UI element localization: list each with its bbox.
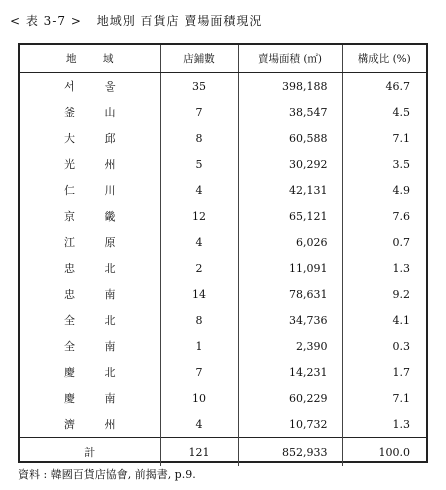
area-cell: 14,231 — [238, 359, 342, 385]
total-row — [20, 438, 426, 467]
table-row — [20, 281, 426, 307]
region-char-b: 南 — [104, 392, 116, 405]
region-char-b: 原 — [104, 236, 116, 249]
area-cell: 30,292 — [238, 151, 342, 177]
region-char-a: 濟 — [64, 418, 75, 431]
data-table — [18, 43, 428, 463]
region-char-a: 江 — [64, 236, 75, 249]
region-char-b: 北 — [104, 366, 116, 379]
table-body — [20, 73, 426, 438]
table-row — [20, 255, 426, 281]
region-char-b: 邱 — [104, 132, 116, 145]
share-cell: 7.1 — [342, 125, 426, 151]
area-cell: 398,188 — [238, 73, 342, 100]
table-row — [20, 203, 426, 229]
region-char-b: 南 — [104, 340, 116, 353]
table-row — [20, 73, 426, 100]
table-row — [20, 151, 426, 177]
region-char-b: 州 — [104, 158, 116, 171]
region-cell — [20, 151, 160, 177]
stores-cell: 14 — [160, 281, 238, 307]
region-cell — [20, 281, 160, 307]
share-cell: 0.7 — [342, 229, 426, 255]
region-cell — [20, 229, 160, 255]
header-region — [20, 45, 160, 73]
area-cell: 11,091 — [238, 255, 342, 281]
table-caption — [10, 12, 272, 29]
share-cell: 0.3 — [342, 333, 426, 359]
table-row — [20, 229, 426, 255]
share-cell: 7.1 — [342, 385, 426, 411]
stores-cell: 12 — [160, 203, 238, 229]
region-cell — [20, 385, 160, 411]
region-char-a: 釜 — [64, 106, 75, 119]
region-cell — [20, 203, 160, 229]
region-char-b: 山 — [104, 106, 116, 119]
total-stores: 121 — [160, 438, 238, 467]
area-cell: 6,026 — [238, 229, 342, 255]
table-row — [20, 307, 426, 333]
share-cell: 4.9 — [342, 177, 426, 203]
region-cell — [20, 307, 160, 333]
share-cell: 3.5 — [342, 151, 426, 177]
table-row — [20, 99, 426, 125]
region-char-a: 大 — [64, 132, 75, 145]
stores-cell: 1 — [160, 333, 238, 359]
share-cell: 1.7 — [342, 359, 426, 385]
stores-cell: 35 — [160, 73, 238, 100]
area-cell: 2,390 — [238, 333, 342, 359]
share-cell: 46.7 — [342, 73, 426, 100]
region-char-b: 울 — [104, 80, 116, 93]
total-area: 852,933 — [238, 438, 342, 467]
total-label: 計 — [20, 438, 160, 467]
region-cell — [20, 73, 160, 100]
region-char-b: 川 — [104, 184, 116, 197]
area-cell: 42,131 — [238, 177, 342, 203]
region-cell — [20, 411, 160, 438]
region-char-a: 全 — [64, 314, 75, 327]
share-cell: 1.3 — [342, 255, 426, 281]
area-cell: 65,121 — [238, 203, 342, 229]
region-cell — [20, 333, 160, 359]
table-row — [20, 125, 426, 151]
header-area: 賣場面積 (㎡) — [238, 45, 342, 73]
area-cell: 34,736 — [238, 307, 342, 333]
region-cell — [20, 99, 160, 125]
stores-cell: 2 — [160, 255, 238, 281]
table-header-row — [20, 45, 426, 73]
region-char-a: 忠 — [64, 262, 75, 275]
stores-cell: 4 — [160, 411, 238, 438]
table-row — [20, 177, 426, 203]
region-char-a: 全 — [64, 340, 75, 353]
area-cell: 78,631 — [238, 281, 342, 307]
header-region-b: 域 — [103, 53, 114, 65]
share-cell: 9.2 — [342, 281, 426, 307]
region-char-b: 北 — [104, 262, 116, 275]
stores-cell: 7 — [160, 359, 238, 385]
table-row — [20, 411, 426, 438]
region-char-a: 서 — [64, 80, 75, 93]
region-char-a: 慶 — [64, 366, 75, 379]
region-char-a: 忠 — [64, 288, 75, 301]
stores-cell: 7 — [160, 99, 238, 125]
table-number: < 表 3-7 > — [10, 14, 82, 28]
region-char-b: 北 — [104, 314, 116, 327]
area-cell: 10,732 — [238, 411, 342, 438]
region-cell — [20, 125, 160, 151]
table-row — [20, 333, 426, 359]
total-share: 100.0 — [342, 438, 426, 467]
table-title: 地域別 百貨店 賣場面積現況 — [96, 14, 263, 28]
region-char-b: 畿 — [104, 210, 116, 223]
share-cell: 4.5 — [342, 99, 426, 125]
share-cell: 4.1 — [342, 307, 426, 333]
stores-cell: 10 — [160, 385, 238, 411]
table-row — [20, 385, 426, 411]
area-cell: 60,229 — [238, 385, 342, 411]
header-stores: 店鋪數 — [160, 45, 238, 73]
header-share: 構成比 (%) — [342, 45, 426, 73]
region-char-a: 仁 — [64, 184, 75, 197]
region-char-a: 光 — [64, 158, 75, 171]
region-char-b: 州 — [104, 418, 116, 431]
stores-cell: 4 — [160, 177, 238, 203]
stores-cell: 8 — [160, 307, 238, 333]
share-cell: 1.3 — [342, 411, 426, 438]
region-cell — [20, 177, 160, 203]
area-cell: 38,547 — [238, 99, 342, 125]
region-char-a: 京 — [64, 210, 75, 223]
region-char-a: 慶 — [64, 392, 75, 405]
stores-cell: 5 — [160, 151, 238, 177]
source-note: 資料 : 韓國百貨店協會, 前揭書, p.9. — [18, 468, 196, 481]
share-cell: 7.6 — [342, 203, 426, 229]
area-cell: 60,588 — [238, 125, 342, 151]
region-char-b: 南 — [104, 288, 116, 301]
header-region-a: 地 — [66, 53, 77, 65]
table-row — [20, 359, 426, 385]
stores-cell: 8 — [160, 125, 238, 151]
region-cell — [20, 359, 160, 385]
stores-cell: 4 — [160, 229, 238, 255]
region-cell — [20, 255, 160, 281]
